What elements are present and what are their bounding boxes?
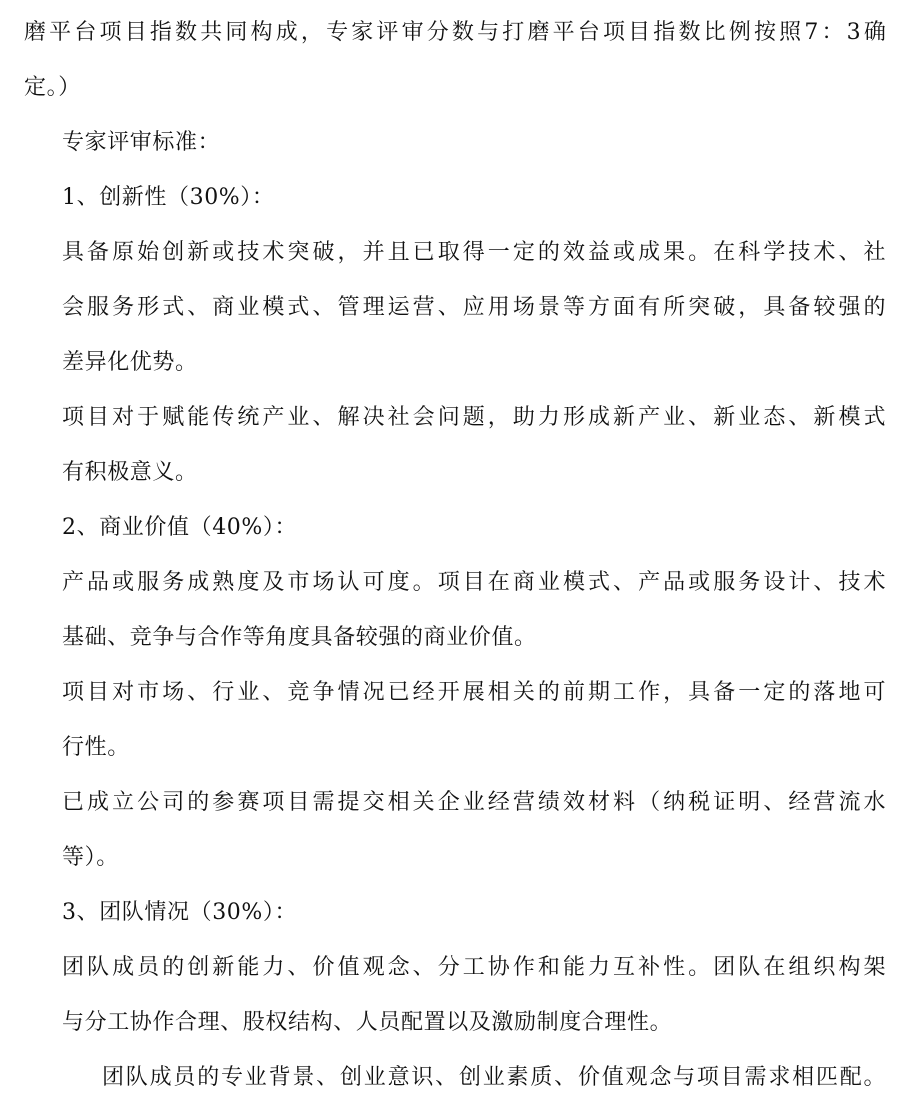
- paragraph-line: 定。）: [24, 75, 81, 100]
- paragraph-line: 项 目 对 市 场 、 行 业 、 竞 争 情 况 已 经 开 展 相 关 的 前 期 工 作 ， 具 备 一 定 的 落 地 可: [62, 680, 886, 705]
- paragraph-line: 会 服 务 形 式 、 商 业 模 式 、 管 理 运 营 、 应 用 场 景 等 方 面 有 所 突 破 ， 具 备 较 强 的: [62, 295, 886, 320]
- paragraph-line: 团 队 成 员 的 创 新 能 力 、 价 值 观 念 、 分 工 协 作 和 能 力 互 补 性 。 团 队 在 组 织 构 架: [62, 955, 886, 980]
- paragraph-line: 与分工协作合理、股权结构、人员配置以及激励制度合理性。: [62, 1010, 673, 1035]
- paragraph-line: 项 目 对 于 赋 能 传 统 产 业 、 解 决 社 会 问 题 ， 助 力 形 成 新 产 业 、 新 业 态 、 新 模 式: [62, 405, 886, 430]
- paragraph-line: 具 备 原 始 创 新 或 技 术 突 破 ， 并 且 已 取 得 一 定 的 效 益 或 成 果 。 在 科 学 技 术 、 社: [62, 240, 886, 265]
- paragraph-line: 差异化优势。: [62, 350, 198, 375]
- paragraph-line: 磨 平 台 项 目 指 数 共 同 构 成 ， 专 家 评 审 分 数 与 打 磨 平 台 项 目 指 数 比 例 按 照 7 ： 3 确: [24, 20, 886, 45]
- criterion-heading: 2、商业价值（40%）：: [62, 515, 298, 540]
- criterion-heading: 3、团队情况（30%）：: [62, 900, 298, 925]
- paragraph-line: 行性。: [62, 735, 130, 760]
- criterion-heading: 1、创新性（30%）：: [62, 185, 275, 210]
- paragraph-line: 团 队 成 员 的 专 业 背 景 、 创 业 意 识 、 创 业 素 质 、 价 值 观 念 与 项 目 需 求 相 匹 配 。: [102, 1065, 886, 1090]
- paragraph-line: 有积极意义。: [62, 460, 198, 485]
- paragraph-line: 基础、竞争与合作等角度具备较强的商业价值。: [62, 625, 537, 650]
- section-heading: 专家评审标准：: [62, 130, 221, 155]
- paragraph-line: 等）。: [62, 845, 119, 870]
- paragraph-line: 已 成 立 公 司 的 参 赛 项 目 需 提 交 相 关 企 业 经 营 绩 效 材 料 （ 纳 税 证 明 、 经 营 流 水: [62, 790, 886, 815]
- paragraph-line: 产 品 或 服 务 成 熟 度 及 市 场 认 可 度 。 项 目 在 商 业 模 式 、 产 品 或 服 务 设 计 、 技 术: [62, 570, 886, 595]
